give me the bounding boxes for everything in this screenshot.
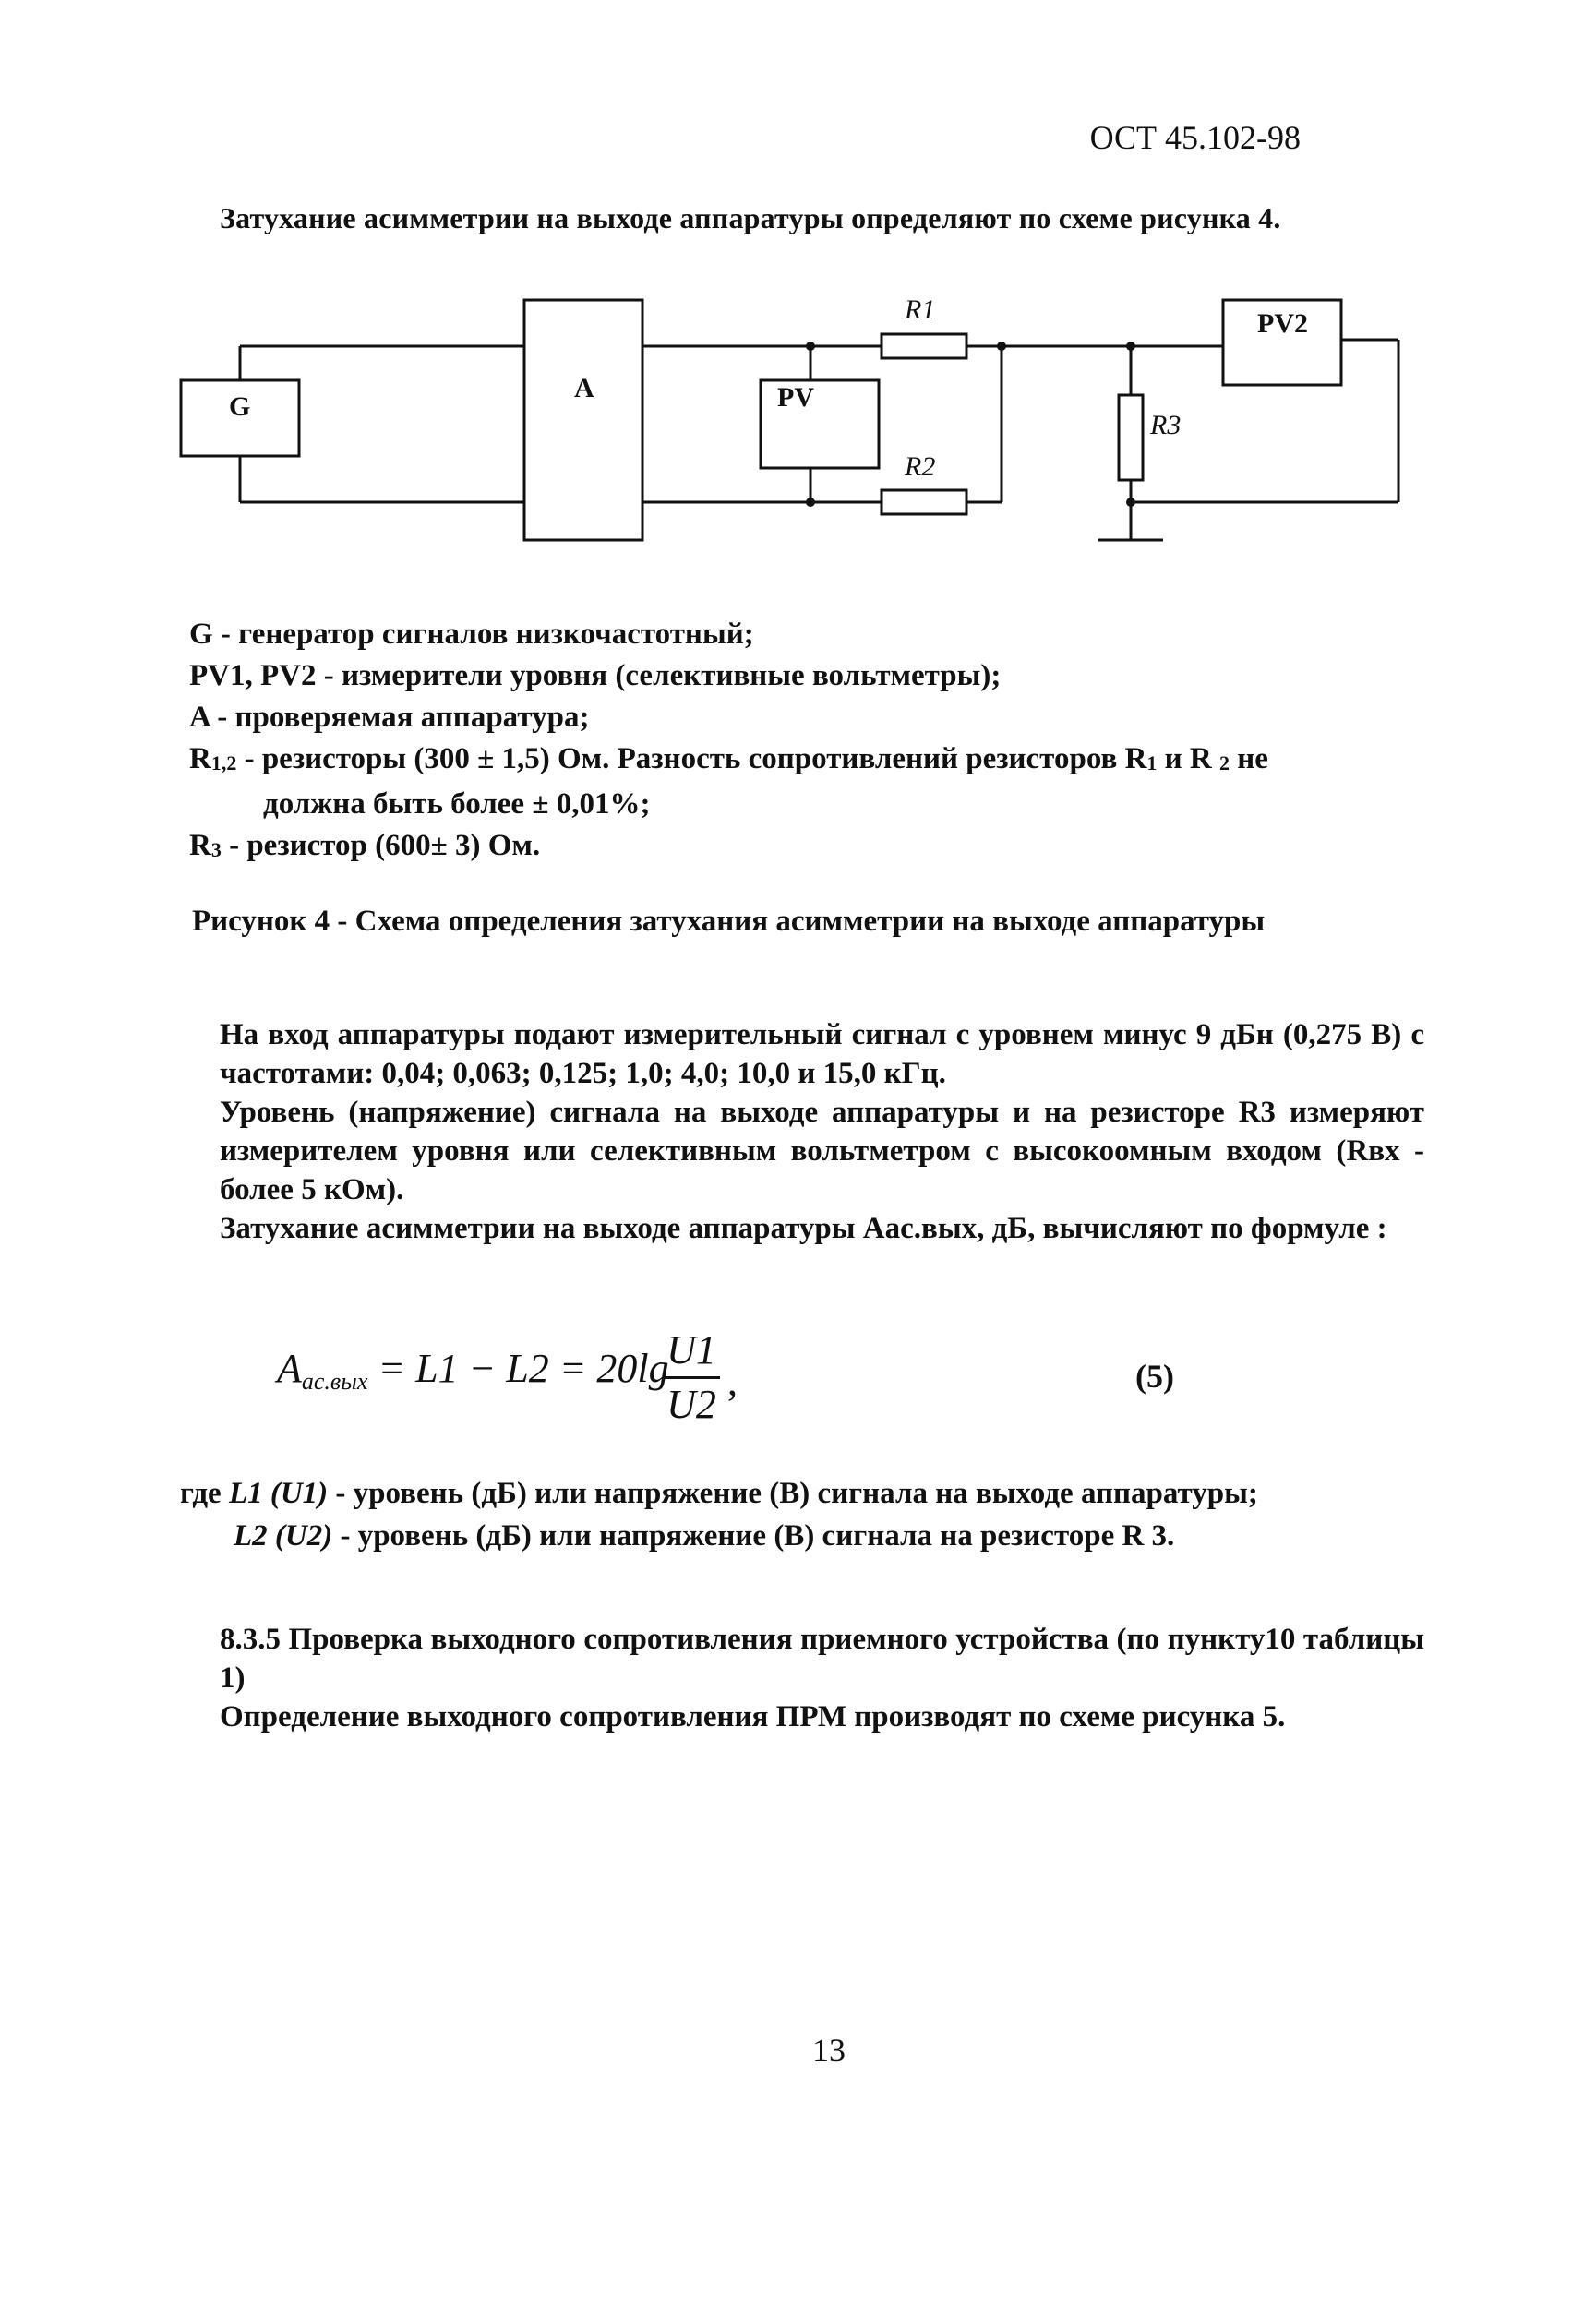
figure-caption: Рисунок 4 - Схема определения затухания асимметрии на выходе аппаратуры [192, 905, 1266, 938]
section-text: Определение выходного сопротивления ПРМ производят по схеме рисунка 5. [220, 1700, 1286, 1733]
document-code: ОСТ 45.102-98 [1089, 119, 1301, 156]
legend-item-continuation: должна быть более ± 0,01%; [263, 787, 651, 821]
legend-item: $R_{1,2}$ - резисторы (300 ± 1,5) Ом. Разность сопротивлений резисторов $R_1$ и R $_2$ не [189, 742, 1268, 775]
resistor-r3 [1119, 395, 1143, 480]
where-line: где L1 (U1) - уровень (дБ) или напряжение (В) сигнала на выходе аппаратуры; [180, 1477, 1258, 1510]
r1-label: R1 [905, 294, 936, 325]
legend-item: PV1, PV2 - измерители уровня (селективные вольтметры); [189, 659, 1002, 692]
legend-item: $R_3$ - резистор (600± 3) Ом. [189, 829, 541, 862]
paragraph: Уровень (напряжение) сигнала на выходе аппаратуры и на резисторе R3 измеряют измерителем уровня или селективным вольтметром с высокоомным входом (Rвх - более 5 кОм). [220, 1096, 1424, 1206]
generator-label: G [229, 391, 251, 422]
resistor-r1 [882, 334, 966, 358]
meter-pv-label: PV [777, 382, 814, 413]
device-box [524, 300, 642, 540]
figure-legend [189, 614, 1268, 870]
where-line: L2 (U2) - уровень (дБ) или напряжение (В) сигнала на резисторе R 3. [234, 1519, 1175, 1553]
legend-item: A - проверяемая аппаратура; [189, 701, 590, 734]
paragraph: На вход аппаратуры подают измерительный сигнал с уровнем минус 9 дБн (0,275 В) с частотами: 0,04; 0,063; 0,125; 1,0; 4,0; 10,0 и 15,0 кГц. [220, 1018, 1424, 1090]
intro-text: Затухание асимметрии на выходе аппаратуры определяют по схеме рисунка 4. [220, 201, 1281, 234]
device-label: A [574, 373, 594, 403]
circuit-diagram [157, 277, 1449, 554]
r2-label: R2 [905, 451, 936, 482]
legend-item: G - генератор сигналов низкочастотный; [189, 618, 754, 651]
r3-label: R3 [1150, 410, 1182, 440]
page-number: 13 [812, 2032, 846, 2069]
section-8-3-5 [220, 1620, 1424, 1736]
paragraph: Затухание асимметрии на выходе аппаратуры Aас.вых, дБ, вычисляют по формуле : [220, 1212, 1387, 1245]
section-heading: 8.3.5 Проверка выходного сопротивления приемного устройства (по пункту10 таблицы 1) [220, 1623, 1424, 1695]
meter-pv2-label: PV2 [1257, 308, 1308, 339]
formula-fraction: $\frac{U1}{U2}$ [663, 1325, 720, 1431]
body-paragraphs [220, 1015, 1424, 1248]
formula-explanation [180, 1472, 1258, 1557]
formula-5: $A_{ас.вых} = L1 - L2 = 20\lg$ $\frac{U1}{U2}$ , [277, 1325, 1200, 1445]
resistor-r2 [882, 490, 966, 514]
equation-number: (5) [1135, 1358, 1174, 1395]
